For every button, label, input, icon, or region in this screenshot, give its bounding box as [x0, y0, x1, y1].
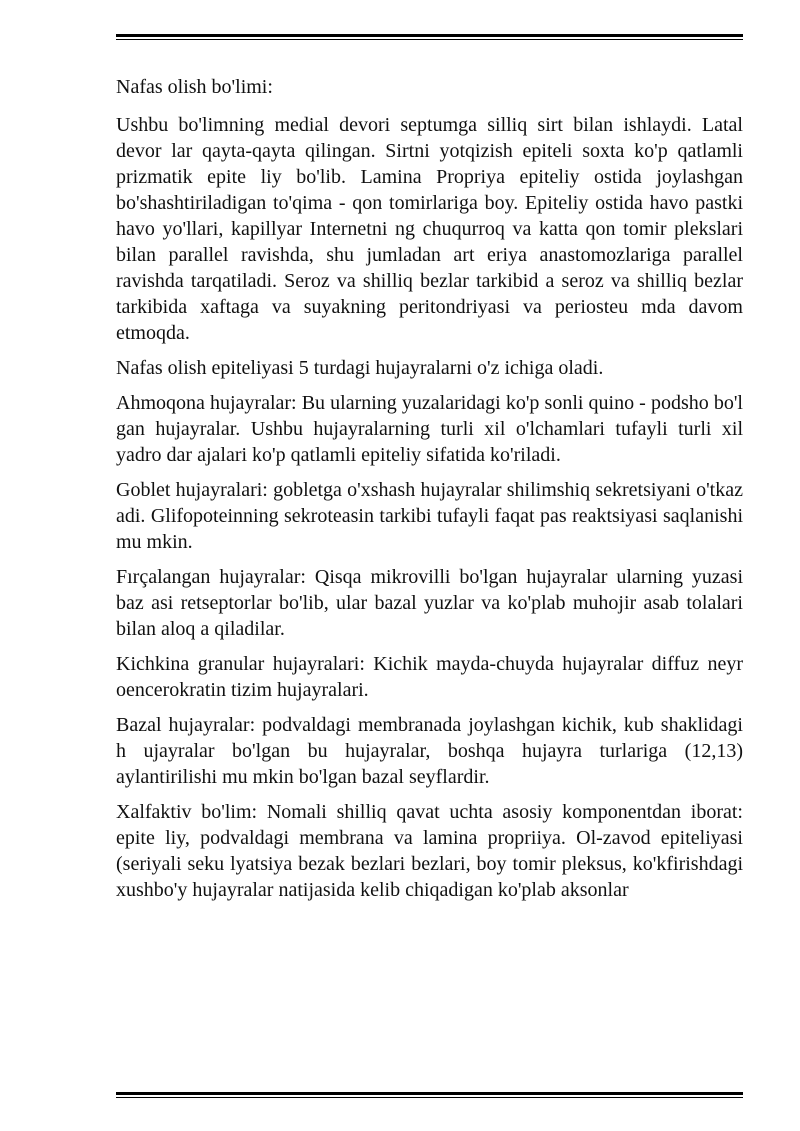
paragraph: Fırçalangan hujayralar: Qisqa mikrovilli bo'lgan hujayralar ularning yuzasi baz asi retseptorlar bo'lib, ular bazal yuzlar va ko'plab muhojir asab tolalari bilan aloq a qiladilar. — [116, 566, 743, 640]
paragraph: Nafas olish epiteliyasi 5 turdagi hujayralarni o'z ichiga oladi. — [116, 357, 604, 379]
section-heading: Nafas olish bo'limi: — [116, 76, 273, 98]
paragraph: Ushbu bo'limning medial devori septumga silliq sirt bilan ishlaydi. Latal devor lar qayta-qayta qilingan. Sirtni yotqizish epiteli soxta ko'p qatlamli prizmatik epite liy bo'lib. Lamina Propriya epiteliy ostida joylashgan bo'shashtiriladigan to'qima - qon tomirlariga boy. Epiteliy ostida havo pastki havo yo'llari, kapillyar Internetni ng chuqurroq va katta qon tomir plekslari bilan parallel ravishda, shu jumladan art eriya anastomozlariga parallel ravishda tarqatiladi. Seroz va shilliq bezlar tarkibid a seroz va shilliq bezlar tarkibida xaftaga va suyakning peritondriyasi va periosteu mda davom etmoqda. — [116, 114, 743, 344]
paragraph: Xalfaktiv bo'lim: Nomali shilliq qavat uchta asosiy komponentdan iborat: epite liy, podvaldagi membrana va lamina propriiya. Ol-zavod epiteliyasi (seriyali seku lyatsiya bezak bezlari bezlari, boy tomir pleksus, ko'kfirishdagi xushbo'y hujayralar natijasida kelib chiqadigan ko'plab aksonlar — [116, 801, 743, 901]
header-rule — [116, 34, 743, 40]
paragraph: Bazal hujayralar: podvaldagi membranada joylashgan kichik, kub shaklidagi h ujayralar bo'lgan bu hujayralar, boshqa hujayra turlariga (12,13) aylantirilishi mu mkin bo'lgan bazal seyflardir. — [116, 714, 743, 788]
paragraph: Ahmoqona hujayralar: Bu ularning yuzalaridagi ko'p sonli quino - podsho bo'l gan hujayralar. Ushbu hujayralarning turli xil o'lchamlari tufayli turli xil yadro dar ajalari ko'p qatlamli epiteliy sifatida ko'riladi. — [116, 392, 743, 466]
paragraph: Kichkina granular hujayralari: Kichik mayda-chuyda hujayralar diffuz neyr oencerokratin tizim hujayralari. — [116, 653, 743, 701]
document-body — [116, 74, 743, 912]
footer-rule — [116, 1092, 743, 1098]
paragraph: Goblet hujayralari: gobletga o'xshash hujayralar shilimshiq sekretsiyani o'tkaz adi. Glifopoteinning sekroteasin tarkibi tufayli faqat pas reaktsiyasi saqlanishi mu mkin. — [116, 479, 743, 553]
